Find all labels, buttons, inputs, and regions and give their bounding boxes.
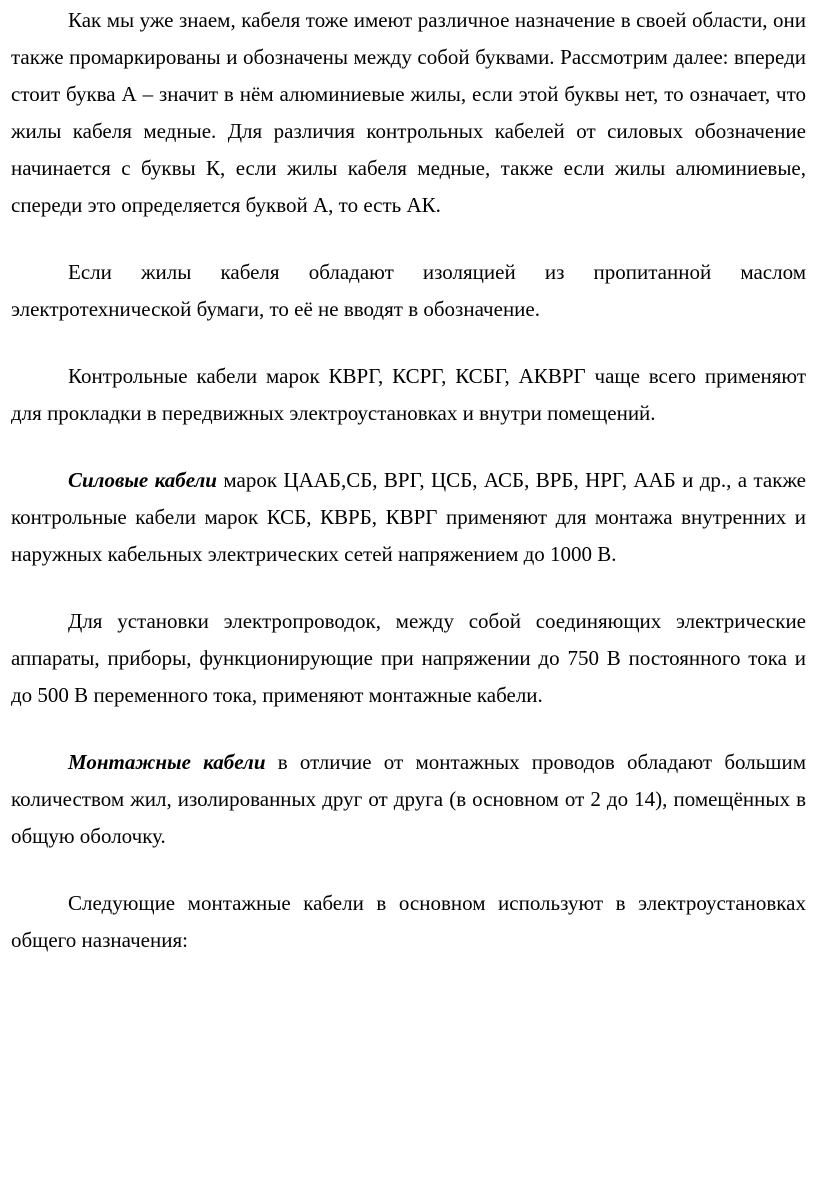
term-mounting-cables: Монтажные кабели: [68, 750, 266, 774]
paragraph-cable-marking: [11, 2, 806, 224]
paragraph-text: Следующие монтажные кабели в основном используют в электроустановках общего назначения:: [11, 891, 806, 952]
paragraph-power-cables: [11, 462, 806, 573]
document-page: [11, 0, 806, 959]
paragraph-text: Контрольные кабели марок КВРГ, КСРГ, КСБГ, АКВРГ чаще всего применяют для прокладки в передвижных электроустановках и внутри помещений.: [11, 364, 806, 425]
paragraph-text: марок ЦААБ,СБ, ВРГ, ЦСБ, АСБ, ВРБ, НРГ, ААБ и др., а также контрольные кабели марок КСБ, КВРБ, КВРГ применяют для монтажа внутренних и наружных кабельных электрических сетей напряжением до 1000 В.: [11, 468, 807, 566]
paragraph-following-cables: [11, 885, 806, 959]
paragraph-text: Если жилы кабеля обладают изоляцией из пропитанной маслом электротехнической бумаги, то её не вводят в обозначение.: [11, 260, 806, 321]
paragraph-text: Как мы уже знаем, кабеля тоже имеют различное назначение в своей области, они также промаркированы и обозначены между собой буквами. Рассмотрим далее: впереди стоит буква А – значит в нём алюминиевые жилы, если этой буквы нет, то означает, что жилы кабеля медные. Для различия контрольных кабелей от силовых обозначение начинается с буквы К, если жилы кабеля медные, также если жилы алюминиевые, спереди это определяется буквой А, то есть АК.: [11, 8, 806, 217]
paragraph-control-cables: [11, 358, 806, 432]
paragraph-mounting-cables: [11, 744, 806, 855]
paragraph-text: в отличие от монтажных проводов обладают большим количеством жил, изолированных друг от друга (в основном от 2 до 14), помещённых в общую оболочку.: [11, 750, 806, 848]
paragraph-text: Для установки электропроводок, между собой соединяющих электрические аппараты, приборы, функционирующие при напряжении до 750 В постоянного тока и до 500 В переменного тока, применяют монтажные кабели.: [11, 609, 806, 707]
term-power-cables: Силовые кабели: [68, 468, 217, 492]
paragraph-wiring-installation: [11, 603, 806, 714]
paragraph-paper-insulation: [11, 254, 806, 328]
